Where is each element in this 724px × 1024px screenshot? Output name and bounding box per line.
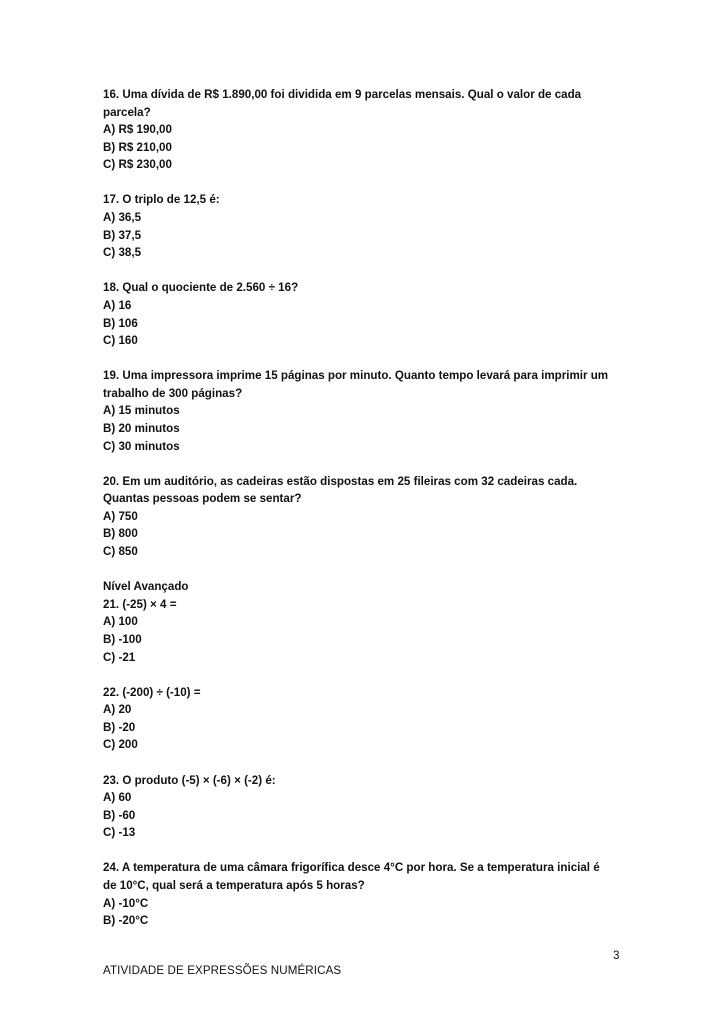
answer-option: B) R$ 210,00 [103,140,172,154]
answer-option: B) 20 minutos [103,422,180,435]
answer-option: A) 16 [103,298,132,312]
answer-option: A) 36,5 [103,211,142,225]
question-block [103,367,623,455]
answer-option: A) 100 [103,615,138,629]
answer-option: C) 30 minutos [103,439,180,453]
answer-option: B) -60 [103,808,136,822]
question-text: 23. O produto (-5) × (-6) × (-2) é: [103,773,276,787]
answer-option: C) 160 [103,334,138,348]
answer-option: A) 750 [103,509,138,523]
answer-option: B) 106 [103,316,138,330]
answer-option: C) R$ 230,00 [103,158,172,172]
question-block [103,191,623,261]
answer-option: B) 37,5 [103,228,142,242]
answer-option: A) 60 [103,791,132,805]
question-text: 21. (-25) × 4 = [103,597,177,611]
question-text: 20. Em um auditório, as cadeiras estão dispostas em 25 fileiras com 32 cadeiras cada. [103,474,578,488]
question-text: 24. A temperatura de uma câmara frigorífica desce 4°C por hora. Se a temperatura inicial é [103,861,600,875]
question-block [103,596,623,666]
question-list-advanced [103,596,623,930]
page-number: 3 [613,949,620,962]
question-text: 22. (-200) ÷ (-10) = [103,685,201,699]
answer-option: C) 850 [103,545,138,559]
question-text: trabalho de 300 páginas? [103,386,243,400]
answer-option: B) -100 [103,632,142,646]
section-title: Nível Avançado [103,580,189,594]
answer-option: C) 38,5 [103,246,142,260]
question-text: 18. Qual o quociente de 2.560 ÷ 16? [103,281,299,295]
question-text: Quantas pessoas podem se sentar? [103,492,302,506]
question-text: de 10°C, qual será a temperatura após 5 horas? [103,878,365,892]
answer-option: A) -10°C [103,896,149,910]
question-block [103,473,623,561]
question-text: 19. Uma impressora imprime 15 páginas por minuto. Quanto tempo levará para imprimir um [103,369,609,383]
question-block [103,684,623,754]
footer-title: ATIVIDADE DE EXPRESSÕES NUMÉRICAS [103,964,342,977]
answer-option: B) -20°C [103,914,149,928]
question-text: 16. Uma dívida de R$ 1.890,00 foi dividida em 9 parcelas mensais. Qual o valor de cada [103,88,582,101]
answer-option: A) R$ 190,00 [103,123,172,137]
answer-option: C) -21 [103,650,136,664]
answer-option: C) -13 [103,826,136,840]
question-block [103,279,623,349]
question-block [103,86,623,174]
answer-option: B) -20 [103,720,136,734]
document-body [103,86,623,947]
question-block [103,772,623,842]
question-text: 17. O triplo de 12,5 é: [103,193,220,207]
question-list-basic [103,86,623,561]
answer-option: C) 200 [103,738,138,752]
answer-option: A) 15 minutos [103,404,180,418]
answer-option: B) 800 [103,527,138,541]
answer-option: A) 20 [103,703,132,717]
question-block [103,859,623,929]
question-text: parcela? [103,105,151,119]
